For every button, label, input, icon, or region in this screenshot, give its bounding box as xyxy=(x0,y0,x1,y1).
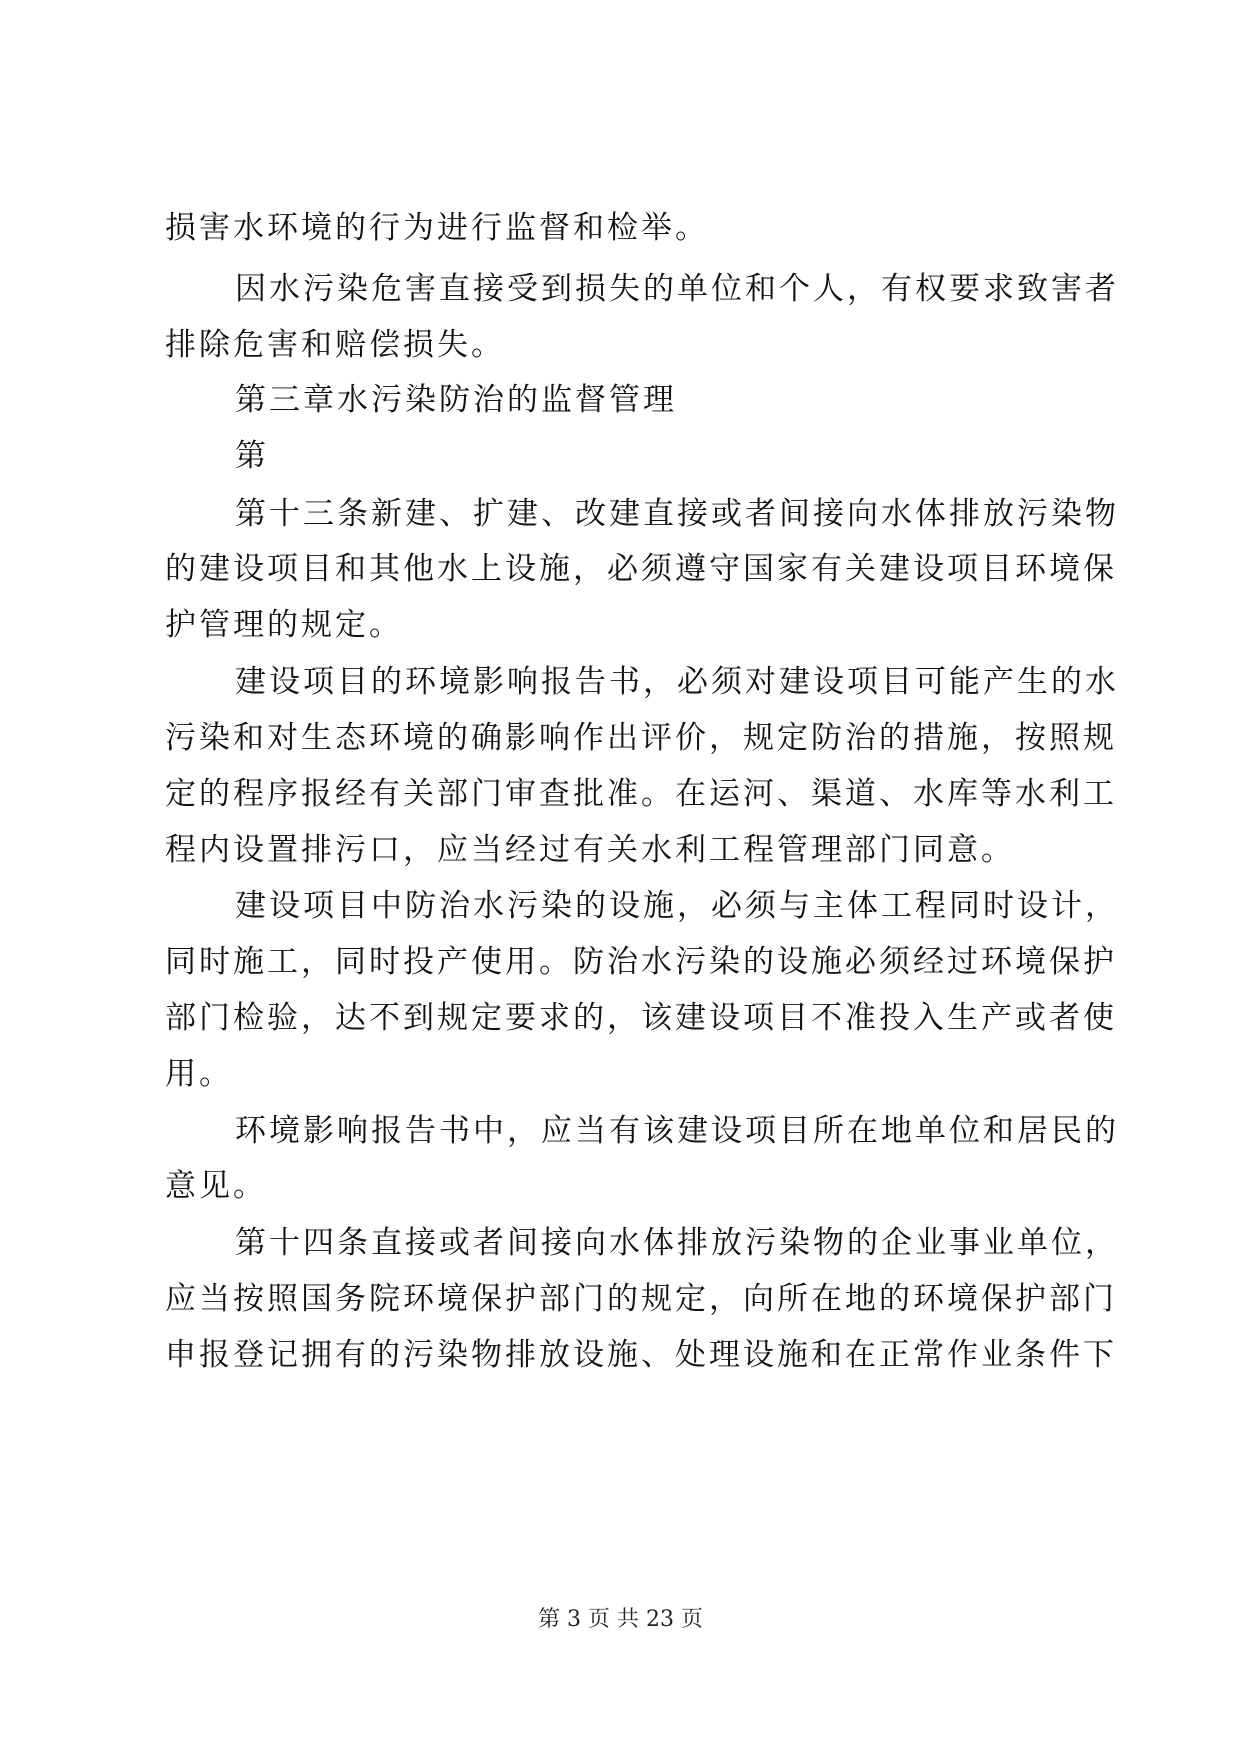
paragraph-facilities-line-2: 同时施工，同时投产使用。防治水污染的设施必须经过环境保护 xyxy=(165,944,1117,980)
article-13-line-1: 第十三条新建、扩建、改建直接或者间接向水体排放污染物 xyxy=(235,496,1119,532)
article-13-line-2: 的建设项目和其他水上设施，必须遵守国家有关建设项目环境保 xyxy=(165,551,1117,587)
article-14-line-2: 应当按照国务院环境保护部门的规定，向所在地的环境保护部门 xyxy=(165,1281,1117,1317)
paragraph-opinion-line-2: 意见。 xyxy=(165,1168,267,1204)
paragraph-eia-line-1: 建设项目的环境影响报告书，必须对建设项目可能产生的水 xyxy=(235,664,1119,700)
text-line-2: 因水污染危害直接受到损失的单位和个人，有权要求致害者 xyxy=(235,271,1119,307)
paragraph-facilities-line-3: 部门检验，达不到规定要求的，该建设项目不准投入生产或者使 xyxy=(165,1000,1117,1036)
paragraph-eia-line-2: 污染和对生态环境的确影响作出评价，规定防治的措施，按照规 xyxy=(165,720,1117,756)
chapter-heading: 第三章水污染防治的监督管理 xyxy=(235,382,677,418)
article-13-line-3: 护管理的规定。 xyxy=(165,607,403,643)
page-number-footer: 第 3 页 共 23 页 xyxy=(538,1607,703,1632)
text-line-3: 排除危害和赔偿损失。 xyxy=(165,327,505,363)
text-line-5: 第 xyxy=(235,438,269,474)
article-14-line-3: 申报登记拥有的污染物排放设施、处理设施和在正常作业条件下 xyxy=(165,1337,1117,1373)
paragraph-facilities-line-4: 用。 xyxy=(165,1056,233,1092)
paragraph-opinion-line-1: 环境影响报告书中，应当有该建设项目所在地单位和居民的 xyxy=(235,1113,1119,1149)
article-14-line-1: 第十四条直接或者间接向水体排放污染物的企业事业单位， xyxy=(235,1225,1119,1261)
text-line-1: 损害水环境的行为进行监督和检举。 xyxy=(165,210,709,246)
paragraph-eia-line-4: 程内设置排污口，应当经过有关水利工程管理部门同意。 xyxy=(165,832,1015,868)
paragraph-eia-line-3: 定的程序报经有关部门审查批准。在运河、渠道、水库等水利工 xyxy=(165,776,1117,812)
paragraph-facilities-line-1: 建设项目中防治水污染的设施，必须与主体工程同时设计， xyxy=(235,888,1119,924)
